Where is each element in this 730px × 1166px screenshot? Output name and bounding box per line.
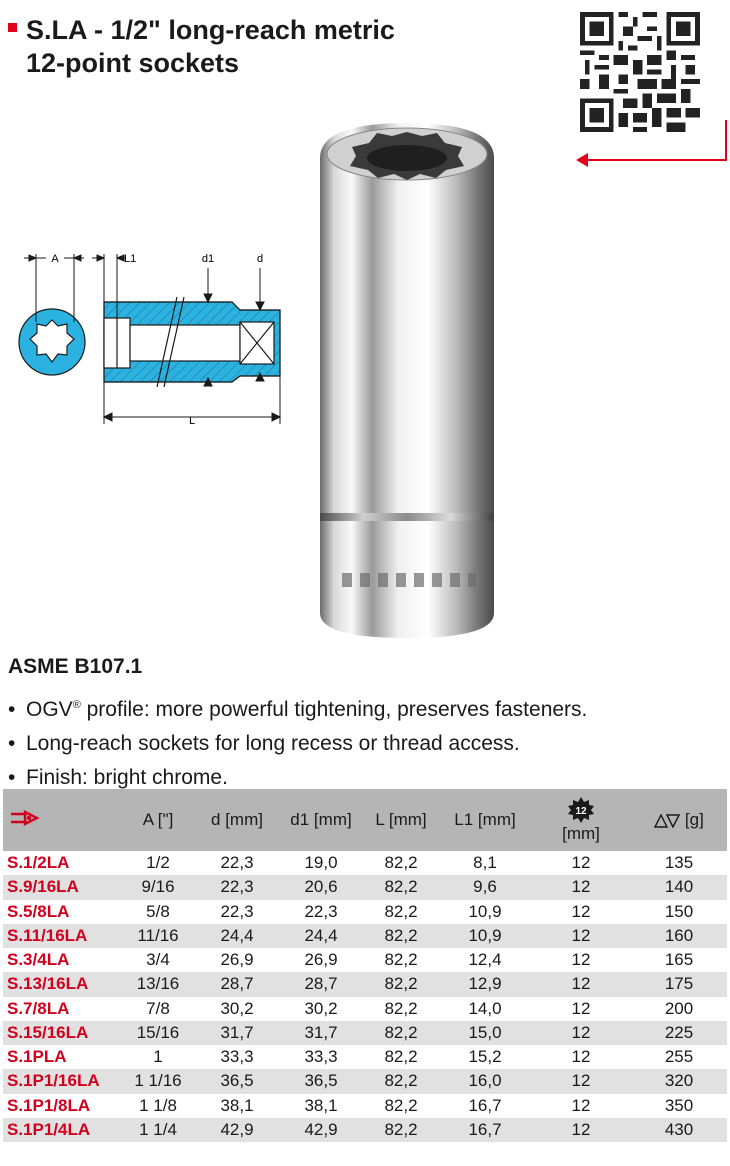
cell-a: 1 (153, 1047, 163, 1067)
cell-points: 12 (531, 1069, 631, 1093)
cell-points: 12 (531, 1021, 631, 1045)
cell-weight: 175 (631, 972, 727, 996)
table-row (3, 851, 727, 875)
cell-l1: 12,4 (468, 950, 502, 970)
end-view (19, 309, 85, 375)
socket-dimension-diagram (12, 242, 302, 432)
table-row (3, 948, 727, 972)
cell-weight: 350 (664, 1095, 694, 1115)
cell-points: 12 (531, 972, 631, 996)
cell-a: 1 1/16 (121, 1069, 195, 1093)
cell-ref: S.11/16LA (3, 924, 121, 948)
side-section (104, 302, 280, 382)
cell-l1: 16,7 (468, 1095, 502, 1115)
cell-d1: 38,1 (304, 1095, 338, 1115)
cell-l: 82,2 (363, 875, 439, 899)
table-row (3, 900, 727, 924)
cell-l: 82,2 (363, 1021, 439, 1045)
red-key-arrow-icon (9, 810, 41, 826)
cell-l: 82,2 (363, 1118, 439, 1142)
cell-d1: 30,2 (304, 998, 338, 1018)
table-row (3, 1094, 727, 1118)
cell-d1: 26,9 (304, 950, 338, 970)
cell-d: 36,5 (195, 1069, 279, 1093)
table-row (3, 1021, 727, 1045)
bullet: • (8, 698, 16, 721)
cell-weight: 160 (631, 924, 727, 948)
cell-weight: 150 (664, 901, 694, 921)
header-weight-unit: [g] (684, 810, 704, 829)
cell-d1: 42,9 (279, 1118, 363, 1142)
cell-d: 31,7 (195, 1021, 279, 1045)
cell-a: 3/4 (146, 950, 170, 970)
cell-a: 9/16 (121, 875, 195, 899)
cell-a: 1/2 (146, 853, 170, 873)
standard-label: ASME B107.1 (8, 655, 143, 678)
feature-text: OGV (26, 698, 73, 721)
cell-d1: 28,7 (279, 972, 363, 996)
cell-a: 1 1/8 (139, 1095, 177, 1115)
title-marker (8, 23, 17, 32)
feature-text: Finish: bright chrome. (26, 766, 228, 789)
cell-a: 5/8 (146, 901, 170, 921)
table-row (3, 875, 727, 899)
cell-l1: 10,9 (468, 901, 502, 921)
cell-l1: 15,0 (439, 1021, 531, 1045)
cell-a: 1 1/4 (121, 1118, 195, 1142)
registered-mark: ® (72, 699, 81, 711)
cell-ref: S.1PLA (7, 1047, 67, 1067)
cell-d: 22,3 (195, 875, 279, 899)
cell-l: 82,2 (384, 1047, 418, 1067)
cell-l: 82,2 (384, 998, 418, 1018)
cell-l1: 9,6 (439, 875, 531, 899)
cell-weight: 430 (631, 1118, 727, 1142)
cell-weight: 165 (664, 950, 694, 970)
cell-d: 28,7 (195, 972, 279, 996)
cell-a: 15/16 (121, 1021, 195, 1045)
cell-points: 12 (571, 998, 591, 1018)
cell-ref: S.1P1/16LA (3, 1069, 121, 1093)
feature-item (8, 688, 587, 727)
cell-l1: 16,0 (439, 1069, 531, 1093)
cell-l: 82,2 (384, 853, 418, 873)
cell-ref: S.15/16LA (3, 1021, 121, 1045)
header-points (531, 789, 631, 851)
cell-d1: 33,3 (304, 1047, 338, 1067)
qr-code-icon[interactable] (580, 12, 700, 132)
cell-a: 11/16 (121, 924, 195, 948)
cell-ref: S.1/2LA (7, 853, 70, 873)
cell-weight: 225 (631, 1021, 727, 1045)
feature-text: profile: more powerful tightening, preserves fasteners. (80, 698, 588, 721)
table-row (3, 1045, 727, 1069)
qr-pointer-arrow (574, 120, 730, 170)
cell-l: 82,2 (384, 901, 418, 921)
label-d: d (256, 253, 264, 265)
table-header-row (3, 789, 727, 851)
cell-ref: S.1P1/8LA (7, 1095, 91, 1115)
cell-points: 12 (571, 853, 591, 873)
cell-d1: 31,7 (279, 1021, 363, 1045)
cell-d: 22,3 (220, 853, 254, 873)
cell-points: 12 (571, 1047, 591, 1067)
cell-l1: 15,2 (468, 1047, 502, 1067)
cell-d: 26,9 (220, 950, 254, 970)
cell-d1: 19,0 (304, 853, 338, 873)
cell-points: 12 (531, 924, 631, 948)
feature-text: Long-reach sockets for long recess or thread access. (26, 732, 520, 755)
cell-d: 38,1 (220, 1095, 254, 1115)
header-a: A ["] (121, 789, 195, 851)
cell-ref: S.3/4LA (7, 950, 70, 970)
header-weight (631, 789, 727, 851)
cell-d: 24,4 (195, 924, 279, 948)
points-badge-text: 12 (575, 806, 587, 817)
cell-d: 33,3 (220, 1047, 254, 1067)
cell-l1: 12,9 (439, 972, 531, 996)
feature-item (8, 727, 587, 761)
label-l1: L1 (124, 253, 137, 265)
header-reference (3, 789, 121, 851)
cell-weight: 200 (664, 998, 694, 1018)
header-points-unit: [mm] (562, 824, 600, 843)
cell-points: 12 (571, 1095, 591, 1115)
label-d1: d1 (201, 253, 215, 265)
cell-d1: 22,3 (304, 901, 338, 921)
cell-points: 12 (531, 1118, 631, 1142)
cell-a: 7/8 (146, 998, 170, 1018)
cell-ref: S.5/8LA (7, 901, 70, 921)
cell-l1: 10,9 (439, 924, 531, 948)
title-line-1: S.LA - 1/2" long-reach metric (26, 15, 395, 45)
bullet: • (8, 732, 16, 755)
cell-d: 30,2 (220, 998, 254, 1018)
cell-points: 12 (531, 875, 631, 899)
cell-l: 82,2 (363, 1069, 439, 1093)
title-line-2: 12-point sockets (26, 48, 240, 78)
cell-d1: 24,4 (279, 924, 363, 948)
cell-d1: 36,5 (279, 1069, 363, 1093)
cell-d1: 20,6 (279, 875, 363, 899)
cell-a: 13/16 (121, 972, 195, 996)
socket-product-image (312, 118, 502, 643)
cell-points: 12 (571, 901, 591, 921)
label-a: A (51, 253, 59, 265)
cell-ref: S.13/16LA (3, 972, 121, 996)
weight-scale-icon (654, 814, 680, 828)
spec-table-body (3, 851, 727, 1142)
feature-list (8, 688, 587, 795)
cell-ref: S.7/8LA (7, 998, 70, 1018)
bullet: • (8, 766, 16, 789)
header-d: d [mm] (195, 789, 279, 851)
header-d1: d1 [mm] (279, 789, 363, 851)
cell-points: 12 (571, 950, 591, 970)
table-row (3, 997, 727, 1021)
header-l: L [mm] (363, 789, 439, 851)
header-l1: L1 [mm] (439, 789, 531, 851)
cell-l: 82,2 (363, 972, 439, 996)
cell-weight: 255 (664, 1047, 694, 1067)
cell-weight: 135 (664, 853, 694, 873)
cell-l: 82,2 (384, 1095, 418, 1115)
cell-weight: 140 (631, 875, 727, 899)
cell-ref: S.9/16LA (3, 875, 121, 899)
spec-table (3, 789, 727, 1142)
label-l: L (188, 415, 196, 427)
cell-weight: 320 (631, 1069, 727, 1093)
cell-l1: 8,1 (473, 853, 497, 873)
cell-ref: S.1P1/4LA (3, 1118, 121, 1142)
cell-l1: 14,0 (468, 998, 502, 1018)
cell-d: 22,3 (220, 901, 254, 921)
page-title (26, 14, 395, 80)
cell-l1: 16,7 (439, 1118, 531, 1142)
cell-l: 82,2 (384, 950, 418, 970)
table-row (3, 924, 727, 948)
cell-l: 82,2 (363, 924, 439, 948)
table-row (3, 1069, 727, 1093)
12-point-star-icon (567, 796, 595, 824)
table-row (3, 972, 727, 996)
cell-d: 42,9 (195, 1118, 279, 1142)
table-row (3, 1118, 727, 1142)
